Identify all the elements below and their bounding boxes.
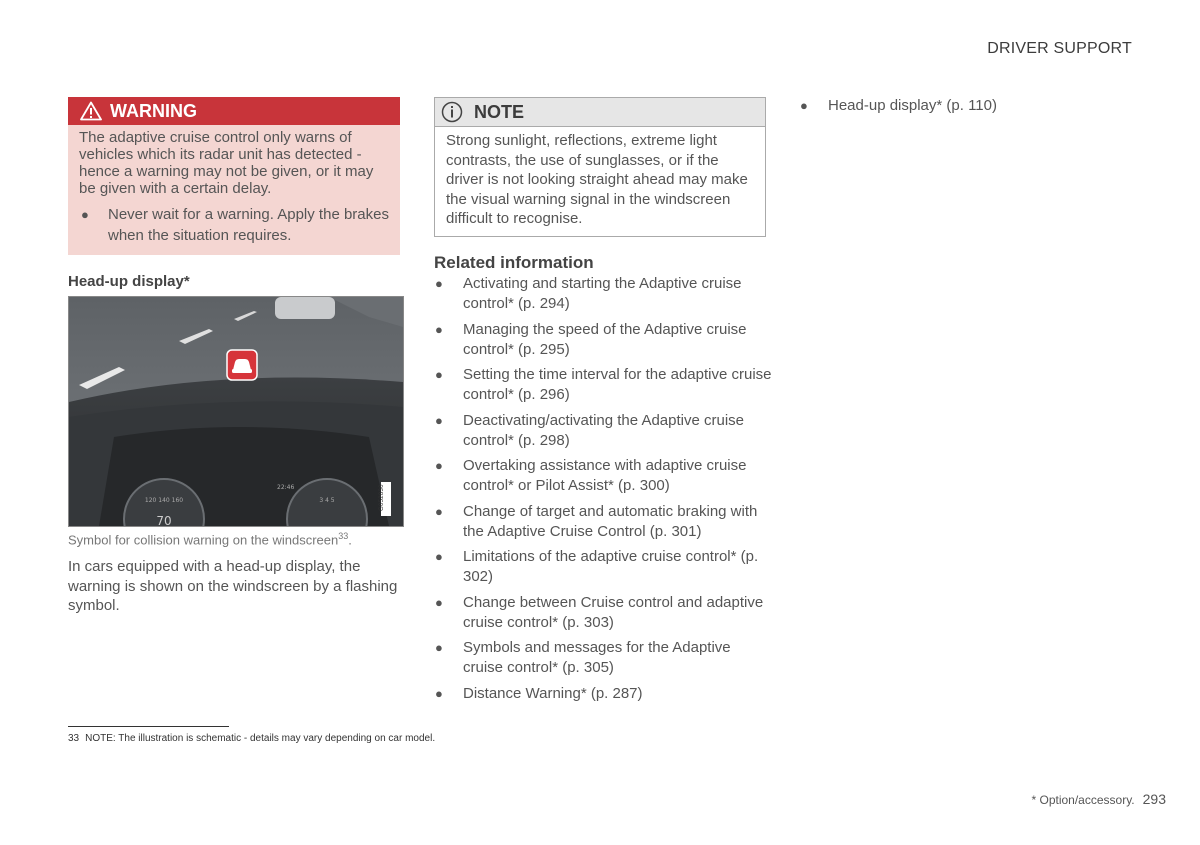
svg-text:3 4 5: 3 4 5 (319, 497, 335, 504)
footnote-number: 33 (68, 733, 80, 744)
warning-triangle-icon (80, 101, 102, 121)
related-link[interactable]: Setting the time interval for the adaptive cruise control* (p. 296) (463, 366, 772, 403)
footnote (68, 733, 435, 744)
page-footer (1031, 791, 1166, 807)
related-item[interactable] (434, 547, 774, 587)
note-box (434, 97, 766, 237)
bullet-icon: ● (435, 367, 443, 382)
note-title: NOTE (474, 101, 525, 122)
footnote-rule (68, 726, 229, 727)
related-item[interactable] (434, 684, 774, 704)
warning-box (68, 97, 400, 255)
image-code: G052830 (379, 484, 385, 511)
related-item[interactable] (434, 502, 774, 542)
related-link[interactable]: Distance Warning* (p. 287) (463, 684, 643, 702)
bullet-icon: ● (435, 412, 443, 428)
warning-header (68, 97, 400, 125)
page-number: 293 (1142, 791, 1166, 807)
related-link[interactable]: Head-up display* (p. 110) (828, 97, 997, 114)
related-item[interactable] (434, 638, 774, 678)
hud-illustration (68, 296, 404, 527)
note-text: Strong sunlight, reflections, extreme light contrasts, the use of sunglasses, or if the driver is not looking straight ahead may make the visual warning signal in the windscreen difficult to recognise. (446, 132, 748, 227)
bullet-icon: ● (435, 503, 443, 519)
bullet-icon: ● (435, 458, 443, 473)
related-item[interactable] (800, 96, 997, 116)
bullet-icon: ● (435, 594, 443, 610)
related-list (434, 274, 774, 709)
warning-bullet-text: Never wait for a warning. Apply the brakes when the situation requires. (108, 206, 389, 244)
section-title: DRIVER SUPPORT (987, 40, 1132, 57)
related-link[interactable]: Managing the speed of the Adaptive cruise control* (p. 295) (463, 320, 747, 358)
bullet-icon: ● (435, 321, 443, 337)
hud-body-text: In cars equipped with a head-up display, the warning is shown on the windscreen by a flashing symbol. (68, 558, 398, 614)
caption-text: Symbol for collision warning on the windscreen (68, 532, 339, 548)
bullet-icon: ● (435, 549, 443, 564)
related-item[interactable] (434, 365, 774, 405)
svg-text:70: 70 (156, 514, 172, 526)
related-item[interactable] (434, 456, 774, 496)
footnote-text: NOTE: The illustration is schematic - details may vary depending on car model. (85, 733, 436, 744)
related-link[interactable]: Deactivating/activating the Adaptive cruise control* (p. 298) (463, 411, 744, 449)
related-item[interactable] (434, 593, 774, 633)
hud-heading: Head-up display* (68, 273, 190, 290)
warning-title: WARNING (110, 100, 197, 121)
note-header (435, 98, 765, 127)
hud-illustration-drawing (69, 297, 403, 526)
related-item[interactable] (434, 274, 774, 314)
related-link[interactable]: Symbols and messages for the Adaptive cruise control* (p. 305) (463, 639, 731, 676)
svg-text:22:46: 22:46 (277, 484, 295, 491)
caption-footnote-ref: 33 (338, 531, 349, 541)
related-link[interactable]: Limitations of the adaptive cruise control* (p. 302) (463, 548, 759, 585)
bullet-icon: ● (435, 640, 443, 655)
related-heading: Related information (434, 253, 594, 272)
related-link[interactable]: Overtaking assistance with adaptive cruise control* or Pilot Assist* (p. 300) (463, 457, 747, 494)
svg-text:120 140 160: 120 140 160 (144, 497, 184, 504)
bullet-icon: ● (81, 207, 89, 222)
related-item[interactable] (434, 411, 774, 451)
figure-caption: Symbol for collision warning on the windscreen$^{33}$. (68, 531, 352, 548)
related-link[interactable]: Activating and starting the Adaptive cruise control* (p. 294) (463, 275, 742, 312)
warning-text: The adaptive cruise control only warns of vehicles which its radar unit has detected - hence a warning may not be given, or it may be given with a certain delay. (79, 129, 374, 197)
bullet-icon: ● (800, 98, 808, 113)
option-note: * Option/accessory. (1031, 793, 1135, 807)
info-circle-icon (441, 101, 463, 123)
bullet-icon: ● (435, 685, 443, 701)
related-item[interactable] (434, 320, 774, 360)
warning-bullet (79, 204, 390, 246)
bullet-icon: ● (435, 276, 443, 291)
related-link[interactable]: Change between Cruise control and adaptive cruise control* (p. 303) (463, 593, 764, 631)
related-link[interactable]: Change of target and automatic braking with the Adaptive Cruise Control (p. 301) (463, 502, 758, 540)
related-list-continued (800, 96, 997, 116)
